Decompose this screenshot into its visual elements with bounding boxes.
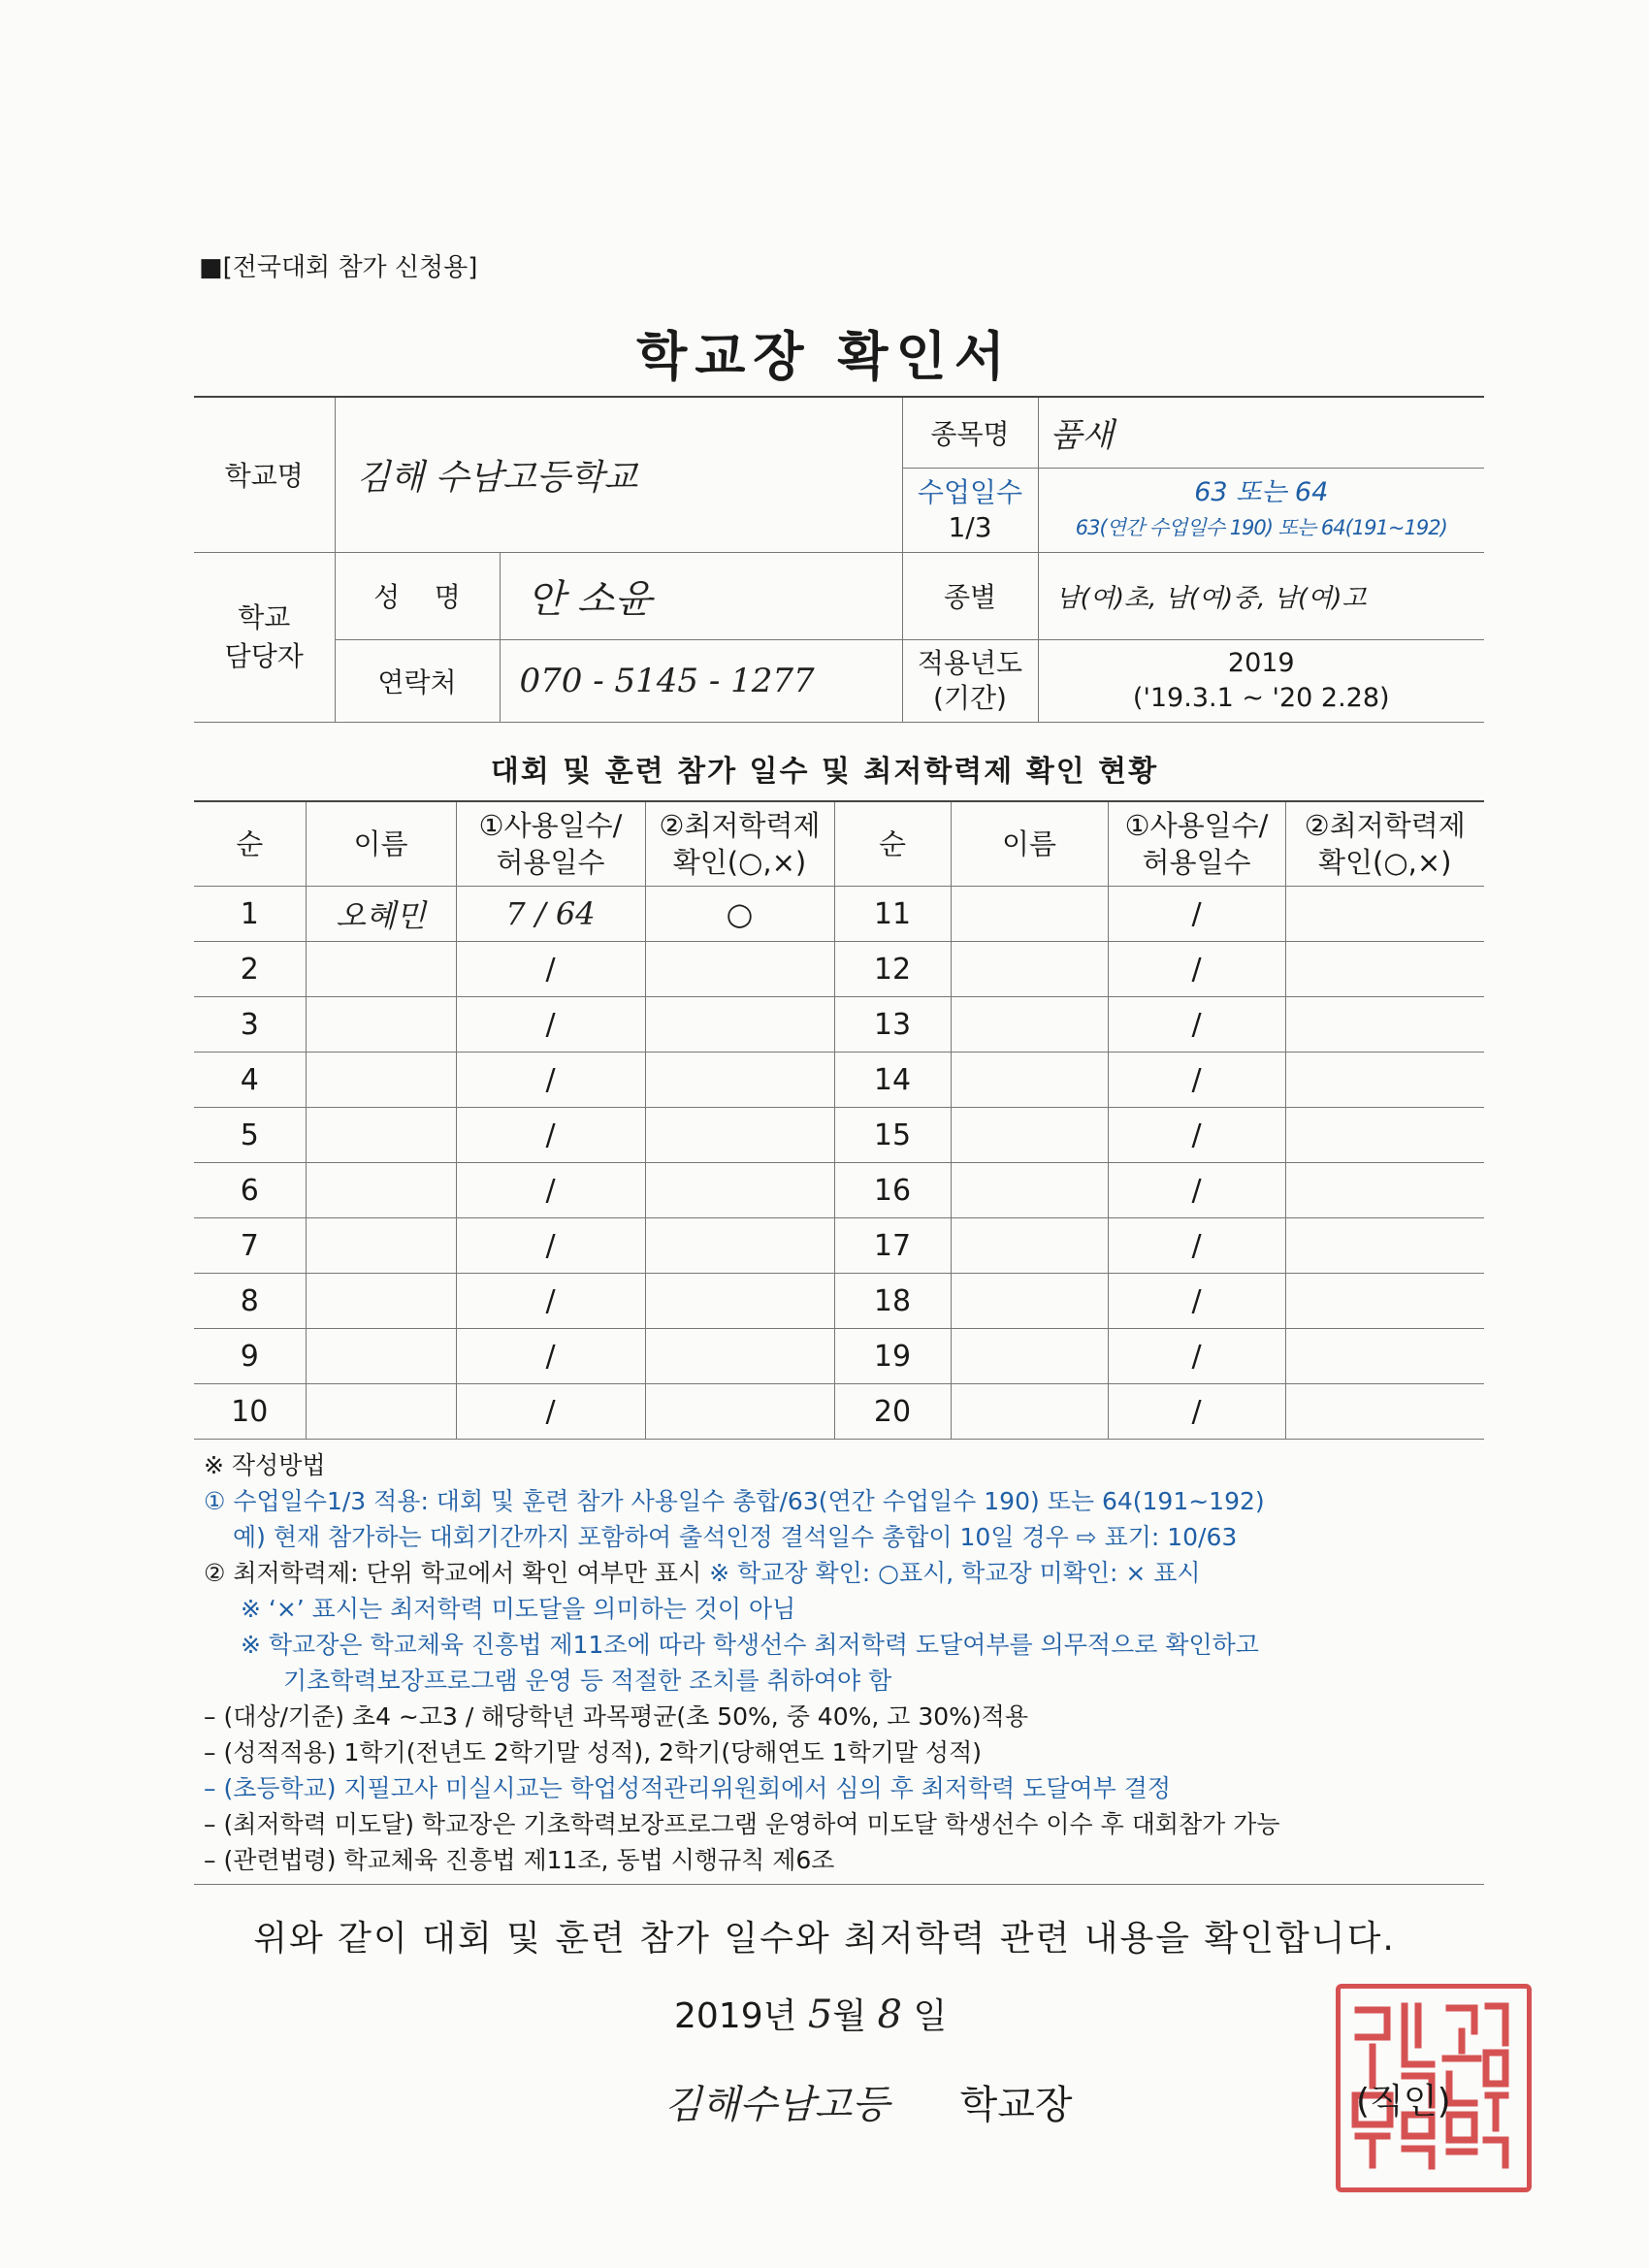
event-label: 종목명 <box>902 397 1038 468</box>
col-header-days: ①사용일수/ <box>478 809 623 842</box>
row-number: 7 <box>194 1218 306 1274</box>
row-check <box>1285 1218 1484 1274</box>
row-number: 15 <box>834 1108 951 1163</box>
seal-label: (직인) <box>1356 2082 1451 2122</box>
detail-target: – (대상/기준) 초4 ~고3 / 해당학년 과목평균(초 50%, 중 40%, 고 30%)적용 <box>204 1702 1028 1731</box>
row-days: / <box>456 997 645 1053</box>
row-name <box>306 1108 456 1163</box>
row-number: 1 <box>194 887 306 942</box>
row-days: / <box>456 942 645 997</box>
date-month: 5 <box>807 1993 833 2037</box>
table-row <box>194 1218 1484 1274</box>
row-name <box>306 1384 456 1440</box>
row-number: 14 <box>834 1053 951 1108</box>
row-check <box>645 1163 834 1218</box>
table-row <box>194 997 1484 1053</box>
row-days: / <box>1108 997 1285 1053</box>
row-number: 13 <box>834 997 951 1053</box>
col-header-days-sub: 허용일수 <box>1142 846 1251 879</box>
row-days: / <box>456 1218 645 1274</box>
issue-date <box>674 1989 947 2038</box>
table-row <box>194 942 1484 997</box>
event-value: 품새 <box>1038 397 1484 468</box>
row-days: / <box>456 1163 645 1218</box>
year-label-line1: 적용년도 <box>917 646 1023 679</box>
row-name <box>306 1329 456 1384</box>
row-check <box>645 1274 834 1329</box>
row-name <box>306 942 456 997</box>
year-value: 2019 <box>1227 647 1295 678</box>
row-check <box>1285 1384 1484 1440</box>
school-name-value: 김해 수남고등학교 <box>335 397 902 552</box>
row-days: / <box>1108 1274 1285 1329</box>
row-days: 7 / 64 <box>456 887 645 942</box>
row-name <box>951 1384 1108 1440</box>
row-check <box>1285 1108 1484 1163</box>
row-days: / <box>1108 1218 1285 1274</box>
col-header-name: 이름 <box>951 801 1108 887</box>
col-header-check: ②최저학력제 <box>1304 809 1466 842</box>
page-title: 학교장 확인서 <box>636 326 1013 387</box>
row-check <box>1285 997 1484 1053</box>
row-name <box>951 1053 1108 1108</box>
row-name <box>306 1163 456 1218</box>
note-2 <box>204 1555 1484 1591</box>
note-1-line-1: ① 수업일수1/3 적용: 대회 및 훈련 참가 사용일수 총합/63(연간 수업일수 190) 또는 64(191~192) <box>204 1487 1265 1515</box>
date-day: 8 <box>877 1993 902 2037</box>
form-type-label: ■[전국대회 참가 신청용] <box>199 253 478 282</box>
row-name <box>951 887 1108 942</box>
school-info-table <box>194 396 1484 723</box>
section-title: 대회 및 훈련 참가 일수 및 최저학력제 확인 현황 <box>490 755 1159 789</box>
signature-title: 학교장 <box>959 2083 1073 2127</box>
row-check <box>1285 942 1484 997</box>
row-check <box>645 1384 834 1440</box>
row-days: / <box>456 1329 645 1384</box>
contact-label: 연락처 <box>335 639 500 722</box>
row-name <box>951 942 1108 997</box>
row-name <box>306 1274 456 1329</box>
row-number: 19 <box>834 1329 951 1384</box>
table-row <box>194 887 1484 942</box>
row-number: 2 <box>194 942 306 997</box>
row-name <box>951 1163 1108 1218</box>
signature-school-name: 김해수남고등 <box>664 2083 889 2127</box>
row-number: 11 <box>834 887 951 942</box>
notes-divider <box>194 1884 1484 1885</box>
col-header-days-sub: 허용일수 <box>496 846 605 879</box>
row-number: 12 <box>834 942 951 997</box>
detail-legal-basis: – (관련법령) 학교체육 진흥법 제11조, 동법 시행규칙 제6조 <box>204 1846 835 1874</box>
row-days: / <box>1108 1329 1285 1384</box>
col-header-check-sub: 확인(○,×) <box>1318 846 1452 879</box>
row-check <box>1285 887 1484 942</box>
note-2-highlight: ※ 학교장 확인: ○표시, 학교장 미확인: × 표시 <box>709 1559 1201 1587</box>
row-days: / <box>1108 1108 1285 1163</box>
row-check <box>645 1329 834 1384</box>
row-number: 4 <box>194 1053 306 1108</box>
row-name: 오혜민 <box>306 887 456 942</box>
row-number: 17 <box>834 1218 951 1274</box>
signature-line <box>664 2074 1072 2129</box>
note-4-line-1: ※ 학교장은 학교체육 진흥법 제11조에 따라 학생선수 최저학력 도달여부를 의무적으로 확인하고 <box>241 1631 1259 1659</box>
table-row <box>194 1274 1484 1329</box>
row-name <box>951 1108 1108 1163</box>
row-number: 3 <box>194 997 306 1053</box>
row-days: / <box>1108 887 1285 942</box>
row-check <box>645 942 834 997</box>
row-days: / <box>456 1274 645 1329</box>
row-days: / <box>456 1384 645 1440</box>
table-row <box>194 1053 1484 1108</box>
row-check <box>1285 1274 1484 1329</box>
col-header-name: 이름 <box>306 801 456 887</box>
detail-elementary: – (초등학교) 지필고사 미실시교는 학업성적관리위원회에서 심의 후 최저학력 도달여부 결정 <box>204 1774 1172 1802</box>
table-row <box>194 1163 1484 1218</box>
date-day-label: 일 <box>913 1996 948 2036</box>
row-name <box>306 997 456 1053</box>
class-days-label: 수업일수 <box>917 475 1023 508</box>
col-header-no: 순 <box>194 801 306 887</box>
date-year: 2019년 <box>674 1996 797 2036</box>
row-days: / <box>456 1108 645 1163</box>
row-name <box>951 1329 1108 1384</box>
note-2-text: ② 최저학력제: 단위 학교에서 확인 여부만 표시 <box>204 1559 710 1587</box>
row-name <box>951 997 1108 1053</box>
row-number: 9 <box>194 1329 306 1384</box>
date-month-label: 월 <box>832 1996 867 2036</box>
row-name <box>306 1053 456 1108</box>
note-4-line-2: 기초학력보장프로그램 운영 등 적절한 조치를 취하여야 함 <box>283 1667 892 1695</box>
year-label-line2: (기간) <box>933 681 1007 714</box>
col-header-days: ①사용일수/ <box>1124 809 1269 842</box>
participation-table <box>194 800 1484 1440</box>
detail-below-standard: – (최저학력 미도달) 학교장은 기초학력보장프로그램 운영하여 미도달 학생선수 이수 후 대회참가 가능 <box>204 1810 1280 1838</box>
row-number: 20 <box>834 1384 951 1440</box>
manager-label-line2: 담당자 <box>224 639 304 672</box>
row-number: 16 <box>834 1163 951 1218</box>
detail-grades: – (성적적용) 1학기(전년도 2학기말 성적), 2학기(당해연도 1학기말 성적) <box>204 1738 982 1766</box>
row-days: / <box>1108 1053 1285 1108</box>
manager-name-value: 안 소윤 <box>500 552 902 639</box>
manager-label-line1: 학교 <box>238 600 291 633</box>
notes-heading: ※ 작성방법 <box>204 1451 326 1479</box>
row-number: 18 <box>834 1274 951 1329</box>
gender-value: 남(여)초, 남(여)중, 남(여)고 <box>1038 552 1484 639</box>
row-check <box>645 997 834 1053</box>
row-number: 5 <box>194 1108 306 1163</box>
row-check <box>1285 1053 1484 1108</box>
row-name <box>306 1218 456 1274</box>
school-name-label: 학교명 <box>194 397 335 552</box>
row-check <box>1285 1329 1484 1384</box>
row-name <box>951 1274 1108 1329</box>
table-row <box>194 1108 1484 1163</box>
class-days-value: 63 또는 64 <box>1194 476 1329 507</box>
note-3: ※ ‘×’ 표시는 최저학력 미도달을 의미하는 것이 아님 <box>241 1595 796 1623</box>
participation-rows <box>194 887 1484 1440</box>
class-days-note: 63(연간 수업일수 190) 또는 64(191~192) <box>1075 515 1447 539</box>
name-label: 성 명 <box>335 552 500 639</box>
row-number: 6 <box>194 1163 306 1218</box>
row-name <box>951 1218 1108 1274</box>
gender-label: 종별 <box>902 552 1038 639</box>
row-days: / <box>1108 1163 1285 1218</box>
col-header-no: 순 <box>834 801 951 887</box>
col-header-check-sub: 확인(○,×) <box>672 846 807 879</box>
note-1-line-2: 예) 현재 참가하는 대회기간까지 포함하여 출석인정 결석일수 총합이 10일 경우 ⇨ 표기: 10/63 <box>233 1523 1238 1551</box>
col-header-check: ②최저학력제 <box>659 809 821 842</box>
instructions <box>204 1447 1484 1878</box>
table-row <box>194 1329 1484 1384</box>
row-check: ○ <box>645 887 834 942</box>
table-row <box>194 1384 1484 1440</box>
confirmation-statement: 위와 같이 대회 및 훈련 참가 일수와 최저학력 관련 내용을 확인합니다. <box>253 1919 1396 1959</box>
class-days-fraction: 1/3 <box>948 510 992 543</box>
row-number: 10 <box>194 1384 306 1440</box>
row-days: / <box>456 1053 645 1108</box>
row-check <box>645 1218 834 1274</box>
row-check <box>645 1053 834 1108</box>
contact-value: 070 - 5145 - 1277 <box>500 639 902 722</box>
year-period: ('19.3.1 ~ '20 2.28) <box>1132 682 1390 713</box>
row-check <box>1285 1163 1484 1218</box>
row-days: / <box>1108 1384 1285 1440</box>
row-number: 8 <box>194 1274 306 1329</box>
row-check <box>645 1108 834 1163</box>
row-days: / <box>1108 942 1285 997</box>
